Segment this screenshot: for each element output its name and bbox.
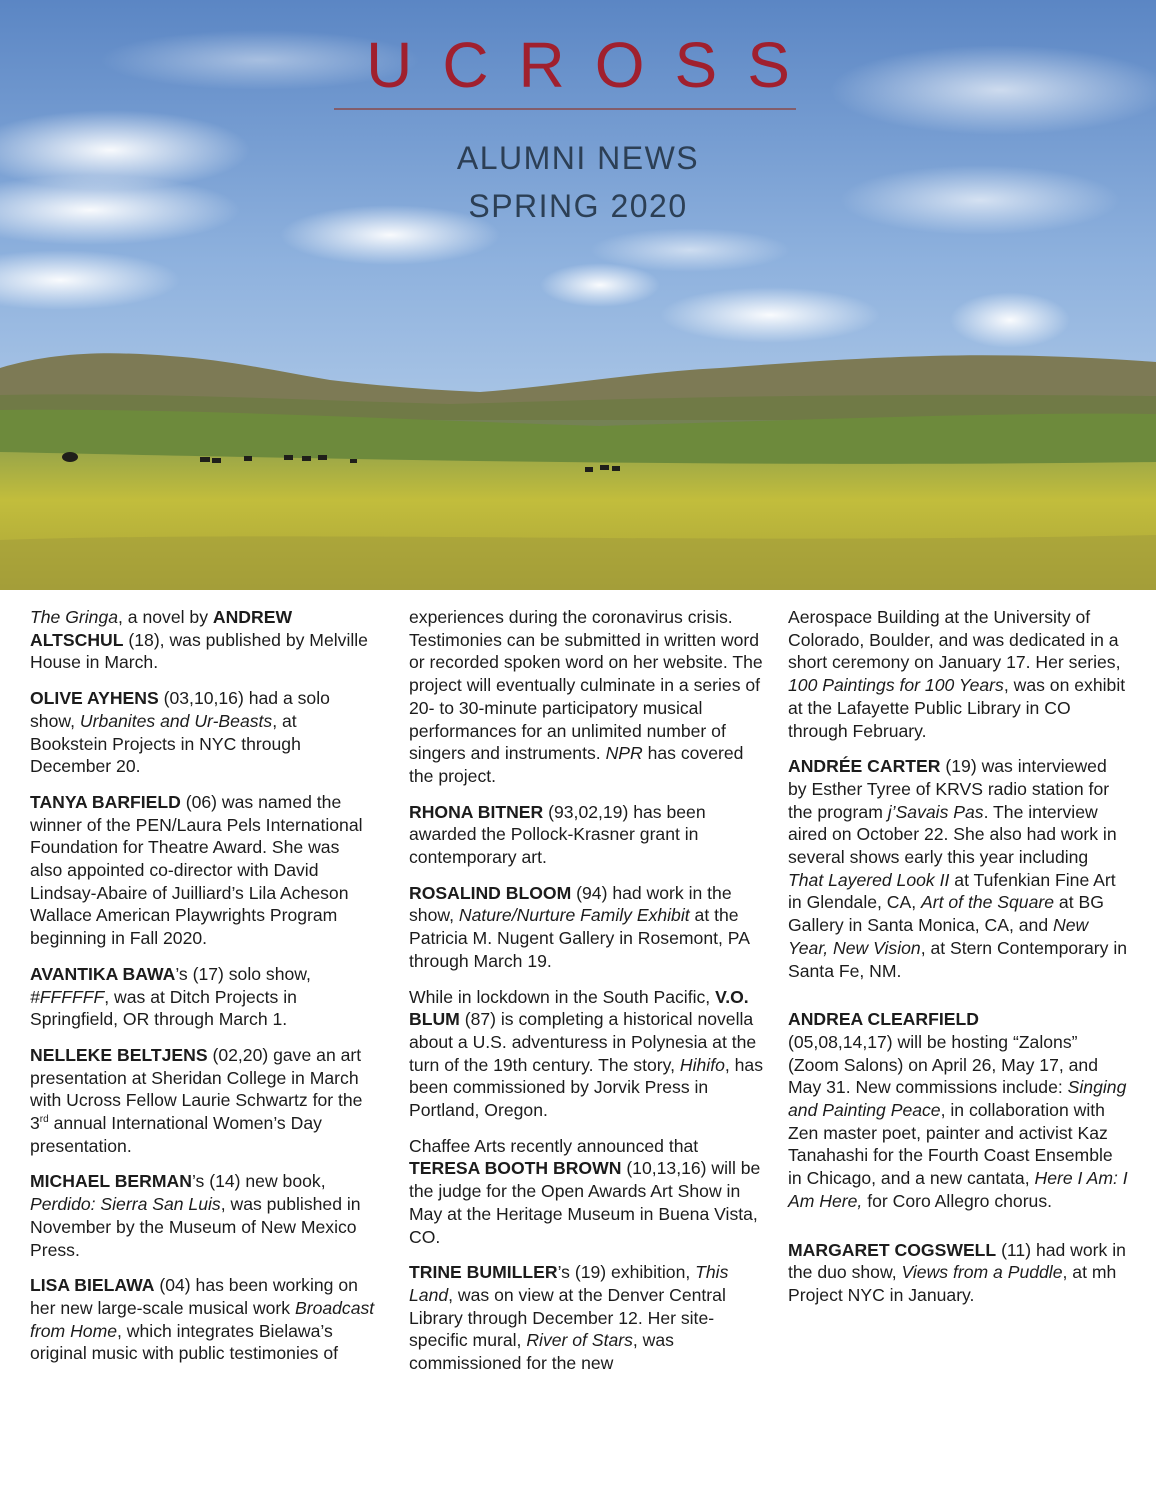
news-item-barfield: TANYA BARFIELD (06) was named the winner of the PEN/Laura Pels International Foundation for Theatre Award. She was also appointed co-director with David Lindsay-Abaire of Juilliard’s Lila Acheson Wallace American Playwrights Program beginning in Fall 2020. <box>30 791 363 949</box>
column-2 <box>409 606 765 1388</box>
news-item-blum: While in lockdown in the South Pacific, V.O. BLUM (87) is completing a historical novella about a U.S. adventuress in Polynesia at the turn of the 19th century. The story, Hihifo, has been commissioned by Jorvik Press in Portland, Oregon. <box>409 986 764 1121</box>
column-1 <box>30 606 375 1378</box>
news-item-bumiller-cont: Aerospace Building at the University of Colorado, Boulder, and was dedicated in a short ceremony on January 17. Her series, 100 Paintings for 100 Years, was on exhibit at the Lafayette Public Library in CO through February. <box>788 607 1126 741</box>
news-item-booth-brown: Chaffee Arts recently announced that TERESA BOOTH BROWN (10,13,16) will be the judge for the Open Awards Art Show in May at the Heritage Museum in Buena Vista, CO. <box>409 1135 761 1247</box>
news-item-ayhens: OLIVE AYHENS (03,10,16) had a solo show, Urbanites and Ur-Beasts, at Bookstein Projects in NYC through December 20. <box>30 688 330 777</box>
news-item-beltjens: NELLEKE BELTJENS (02,20) gave an art presentation at Sheridan College in March with Ucross Fellow Laurie Schwartz for the 3rd annual International Women’s Day presentation. <box>30 1044 363 1156</box>
news-item-altschul: The Gringa, a novel by ANDREW ALTSCHUL (18), was published by Melville House in March. <box>30 607 368 673</box>
news-item-bloom: ROSALIND BLOOM (94) had work in the show, Nature/Nurture Family Exhibit at the Patricia M. Nugent Gallery in Rosemont, PA through March 19. <box>409 882 749 971</box>
news-item-clearfield: ANDREA CLEARFIELD (05,08,14,17) will be hosting “Zalons” (Zoom Salons) on April 26, May 17, and May 31. New commissions include: Singing and Painting Peace, in collaboration with Zen master poet, painter and activist Kaz Tanahashi for the Fourth Coast Ensemble in Chicago, and a new cantata, Here I Am: I Am Here, for Coro Allegro chorus. <box>788 1009 1128 1211</box>
newsletter-issue: SPRING 2020 <box>468 188 688 224</box>
newsletter-title: ALUMNI NEWS <box>456 140 700 176</box>
column-3 <box>788 606 1128 1320</box>
news-item-bielawa: LISA BIELAWA (04) has been working on her new large-scale musical work Broadcast from Home, which integrates Bielawa’s original music with public testimonies of <box>30 1275 375 1364</box>
news-item-cogswell: MARGARET COGSWELL (11) had work in the duo show, Views from a Puddle, at mh Project NYC in January. <box>788 1239 1126 1305</box>
news-item-bielawa-cont: experiences during the coronavirus crisis. Testimonies can be submitted in written word or recorded spoken word on her website. The project will eventually culminate in a series of 20- to 30-minute participatory musical performances for an unlimited number of singers and instruments. NPR has covered the project. <box>409 607 763 786</box>
header-rule <box>334 108 796 110</box>
news-item-carter: ANDRÉE CARTER (19) was interviewed by Esther Tyree of KRVS radio station for the program j’Savais Pas. The interview aired on October 22. She also had work in several shows early this year including That Layered Look II at Tufenkian Fine Art in Glendale, CA, Art of the Square at BG Gallery in Santa Monica, CA, and New Year, New Vision, at Stern Contemporary in Santa Fe, NM. <box>788 756 1128 981</box>
news-item-bumiller: TRINE BUMILLER’s (19) exhibition, This Land, was on view at the Denver Central Library through December 12. Her site-specific mural, River of Stars, was commissioned for the new <box>409 1262 729 1374</box>
news-item-bawa: AVANTIKA BAWA’s (17) solo show, #FFFFFF, was at Ditch Projects in Springfield, OR through March 1. <box>30 963 311 1030</box>
ucross-logo: UCROSS <box>366 29 820 101</box>
news-item-berman: MICHAEL BERMAN’s (14) new book, Perdido: Sierra San Luis, was published in November by the Museum of New Mexico Press. <box>30 1171 361 1260</box>
news-item-bitner: RHONA BITNER (93,02,19) has been awarded the Pollock-Krasner grant in contemporary art. <box>409 801 706 868</box>
hero-landscape-photo <box>0 0 1156 590</box>
